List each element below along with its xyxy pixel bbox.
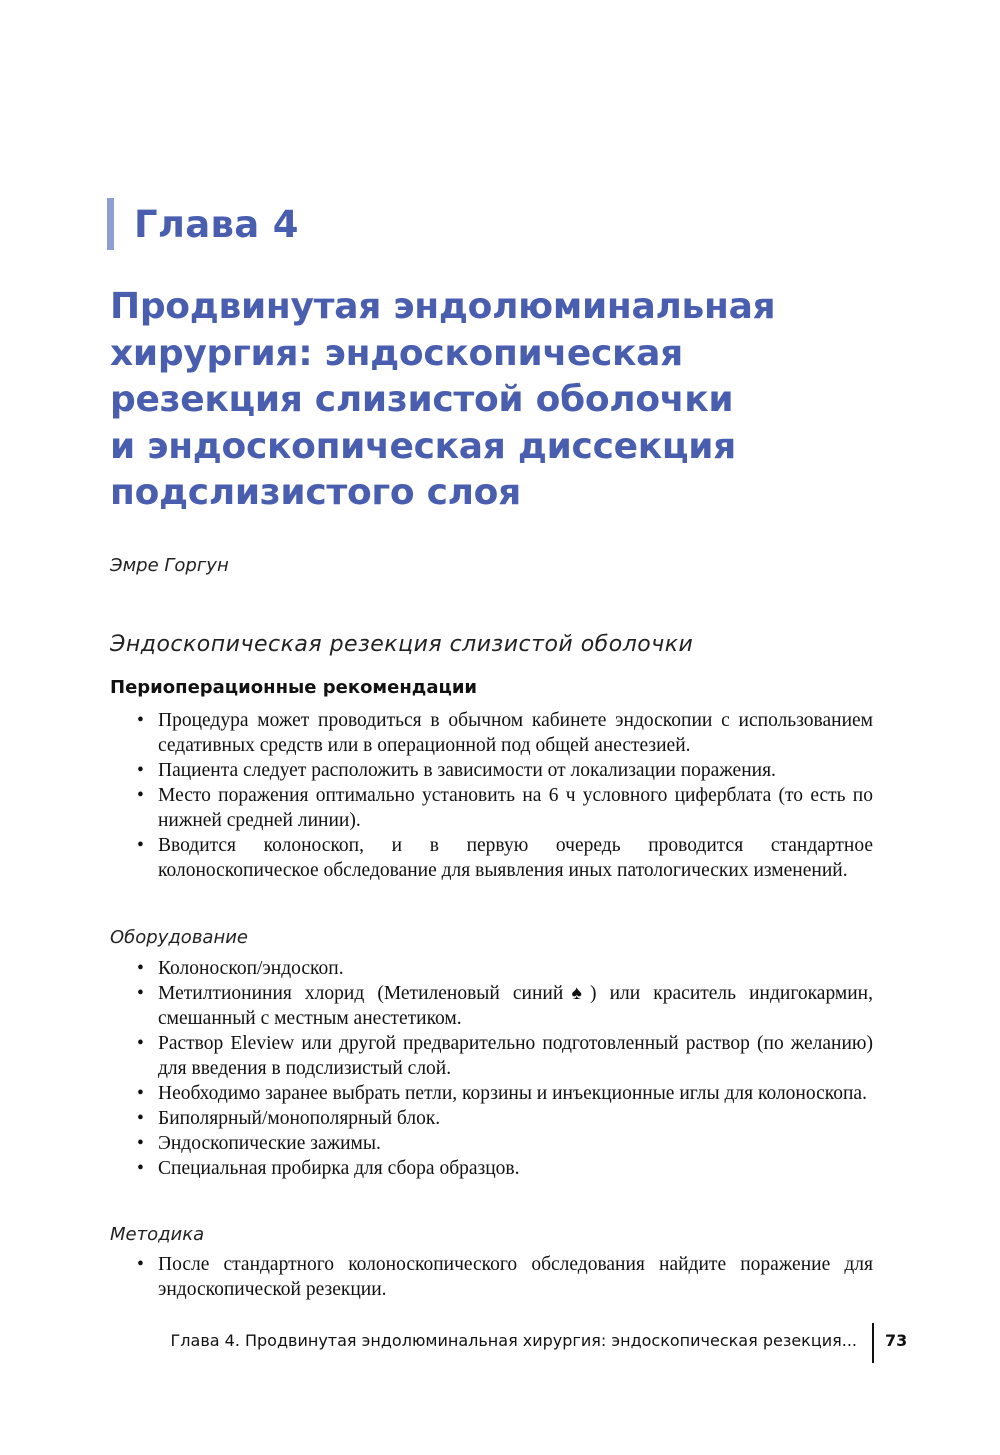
list-item: • Место поражения оптимально установить на 6 ч условного циферблата (то есть по нижней средней линии).	[137, 783, 873, 833]
perioperative-heading: Периоперационные рекомендации	[110, 677, 478, 698]
list-item: • Метилтиониния хлорид (Метиленовый синий♠) или краситель индигокармин, смешанный с местным анестетиком.	[137, 981, 873, 1031]
chapter-title-line: и эндоскопическая диссекция	[110, 425, 736, 467]
equipment-list	[137, 956, 873, 1181]
perioperative-list	[137, 708, 873, 883]
list-item: • Эндоскопические зажимы.	[137, 1131, 873, 1156]
list-item: • Пациента следует расположить в зависимости от локализации поражения.	[137, 758, 873, 783]
section-title: Эндоскопическая резекция слизистой оболочки	[110, 632, 694, 657]
chapter-accent-bar	[107, 198, 114, 250]
equipment-heading: Оборудование	[110, 927, 248, 948]
footer-divider	[872, 1323, 874, 1363]
technique-list	[137, 1252, 873, 1302]
chapter-title	[110, 284, 890, 517]
list-item: • После стандартного колоноскопического обследования найдите поражение для эндоскопической резекции.	[137, 1252, 873, 1302]
list-item: • Необходимо заранее выбрать петли, корзины и инъекционные иглы для колоноскопа.	[137, 1081, 873, 1106]
list-item: • Биполярный/монополярный блок.	[137, 1106, 873, 1131]
author-name: Эмре Горгун	[110, 555, 229, 576]
list-item: • Раствор Eleview или другой предварительно подготовленный раствор (по желанию) для введения в подслизистый слой.	[137, 1031, 873, 1081]
list-item: • Специальная пробирка для сбора образцов.	[137, 1156, 873, 1181]
list-item: • Колоноскоп/эндоскоп.	[137, 956, 873, 981]
list-item: • Вводится колоноскоп, и в первую очередь проводится стандартное колоноскопическое обследование для выявления иных патологических изменений.	[137, 833, 873, 883]
chapter-title-line: хирургия: эндоскопическая	[110, 332, 683, 374]
chapter-title-line: резекция слизистой оболочки	[110, 379, 734, 420]
chapter-number: Глава 4	[134, 202, 299, 246]
chapter-title-line: Продвинутая эндолюминальная	[110, 286, 776, 327]
page-number: 73	[885, 1331, 908, 1350]
chapter-label	[107, 196, 299, 252]
page-footer	[0, 1323, 1000, 1363]
running-title: Глава 4. Продвинутая эндолюминальная хирургия: эндоскопическая резекция...	[170, 1331, 857, 1350]
list-item: • Процедура может проводиться в обычном кабинете эндоскопии с использованием седативных средств или в операционной под общей анестезией.	[137, 708, 873, 758]
technique-heading: Методика	[110, 1224, 205, 1245]
chapter-title-line: подслизистого слоя	[110, 472, 521, 513]
